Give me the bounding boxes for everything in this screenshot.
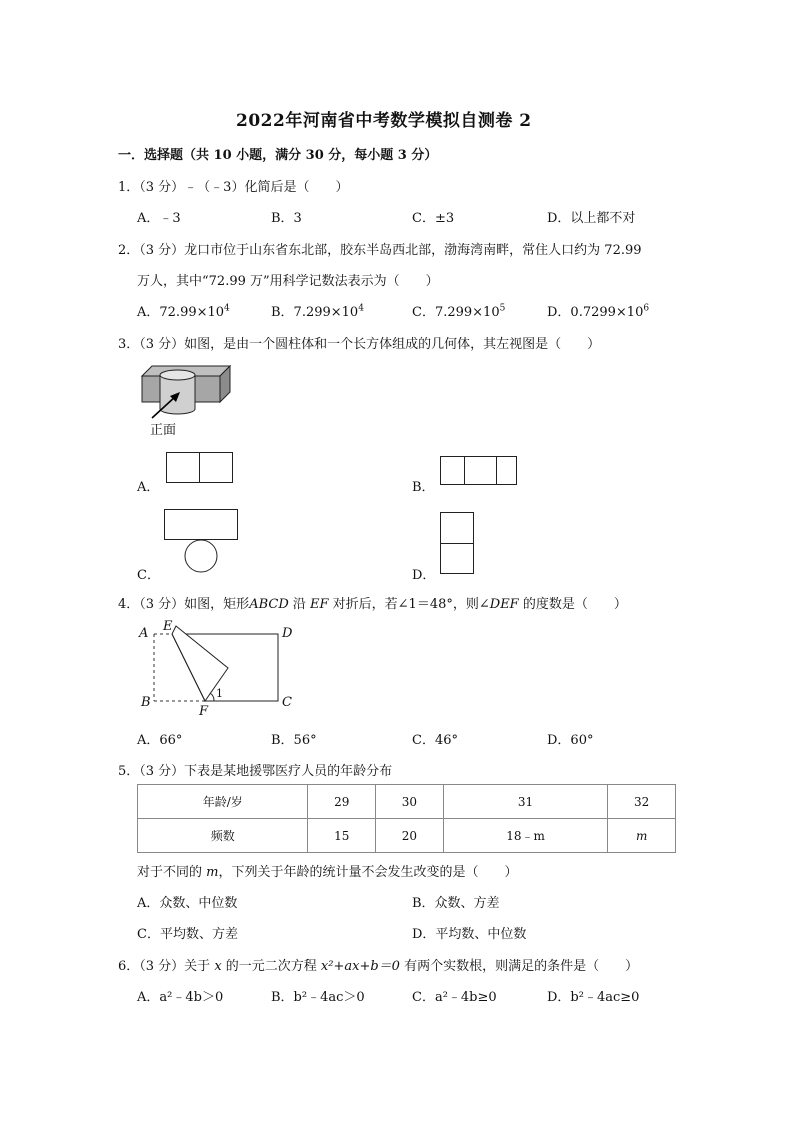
q5-option-d[interactable]: D．平均数、中位数 (412, 927, 527, 942)
q2-option-c[interactable]: C．$7.299\times 10^5$ (412, 303, 506, 320)
front-label: 正面 (150, 423, 177, 438)
table-cell: 20 (376, 819, 444, 853)
page-title: 2022年河南省中考数学模拟自测卷 2 (236, 111, 532, 131)
q3-option-b-figure[interactable] (440, 456, 518, 486)
solid-figure (140, 362, 232, 420)
label-f: F (199, 704, 209, 719)
table-cell: m (608, 819, 676, 853)
q6-option-a[interactable]: A．a²﹣4b＞0 (137, 990, 224, 1005)
q1-option-b[interactable]: B．3 (271, 211, 302, 226)
table-cell: 15 (308, 819, 376, 853)
q4-option-b[interactable]: B．56° (271, 733, 317, 748)
q5-option-b[interactable]: B．众数、方差 (412, 896, 500, 911)
label-c: C (282, 695, 292, 710)
table-cell: 31 (443, 785, 608, 819)
age-distribution-table (137, 784, 676, 853)
label-b: B (141, 695, 151, 710)
q4-option-d[interactable]: D．60° (547, 733, 594, 748)
q3-option-c-label[interactable]: C． (137, 568, 160, 583)
label-a: A (139, 626, 149, 641)
q3-option-c-figure[interactable] (164, 509, 240, 575)
q3-option-d-label[interactable]: D． (412, 568, 436, 583)
q3-option-a-figure[interactable] (166, 452, 234, 484)
table-cell: 32 (608, 785, 676, 819)
question-1-stem: 1．（3 分）﹣（﹣3）化简后是（ ） (118, 180, 349, 195)
q2-option-b[interactable]: B．$7.299\times 10^4$ (271, 303, 364, 320)
question-4-stem: 4．（3 分）如图，矩形ABCD 沿 EF 对折后，若∠1＝48°，则∠DEF 的度数是（ ） (118, 597, 627, 612)
label-angle-1: 1 (216, 687, 223, 700)
q1-option-c[interactable]: C．±3 (412, 211, 455, 226)
section-heading: 一．选择题（共 10 小题，满分 30 分，每小题 3 分） (118, 148, 438, 163)
table-row (138, 819, 676, 853)
q2-option-d[interactable]: D．$0.7299\times 10^6$ (547, 303, 650, 320)
q1-option-a[interactable]: A．﹣3 (137, 211, 181, 226)
question-2-stem-line1: 2．（3 分）龙口市位于山东省东北部，胶东半岛西北部，渤海湾南畔，常住人口约为 72.99 (118, 243, 642, 258)
q5-option-c[interactable]: C．平均数、方差 (137, 927, 238, 942)
table-cell: 年龄/岁 (138, 785, 308, 819)
question-3-stem: 3．（3 分）如图，是由一个圆柱体和一个长方体组成的几何体，其左视图是（ ） (118, 337, 601, 352)
question-6-stem: 6．（3 分）关于 x 的一元二次方程 x²+ax+b＝0 有两个实数根，则满足的条件是（ ） (118, 959, 639, 974)
question-5-followup: 对于不同的 m，下列关于年龄的统计量不会发生改变的是（ ） (137, 865, 518, 880)
question-5-stem: 5．（3 分）下表是某地援鄂医疗人员的年龄分布 (118, 764, 393, 779)
fold-figure (138, 622, 298, 722)
table-cell: 频数 (138, 819, 308, 853)
q3-option-b-label[interactable]: B． (412, 480, 435, 495)
label-d: D (282, 626, 293, 641)
label-e: E (163, 619, 173, 634)
question-2-stem-line2: 万人，其中“72.99 万”用科学记数法表示为（ ） (137, 274, 439, 289)
q6-option-b[interactable]: B．b²﹣4ac＞0 (271, 990, 365, 1005)
table-cell: 18﹣m (443, 819, 608, 853)
q4-option-a[interactable]: A．66° (137, 733, 183, 748)
table-cell: 30 (376, 785, 444, 819)
q6-option-d[interactable]: D．b²﹣4ac≥0 (547, 990, 640, 1005)
q4-option-c[interactable]: C．46° (412, 733, 458, 748)
q3-option-d-figure[interactable] (440, 512, 476, 576)
q2-option-a[interactable]: A．$72.99\times 10^4$ (137, 303, 230, 320)
q6-option-c[interactable]: C．a²﹣4b≥0 (412, 990, 497, 1005)
q3-option-a-label[interactable]: A． (137, 480, 160, 495)
q5-option-a[interactable]: A．众数、中位数 (137, 896, 238, 911)
table-cell: 29 (308, 785, 376, 819)
q1-option-d[interactable]: D．以上都不对 (547, 211, 636, 226)
table-row (138, 785, 676, 819)
